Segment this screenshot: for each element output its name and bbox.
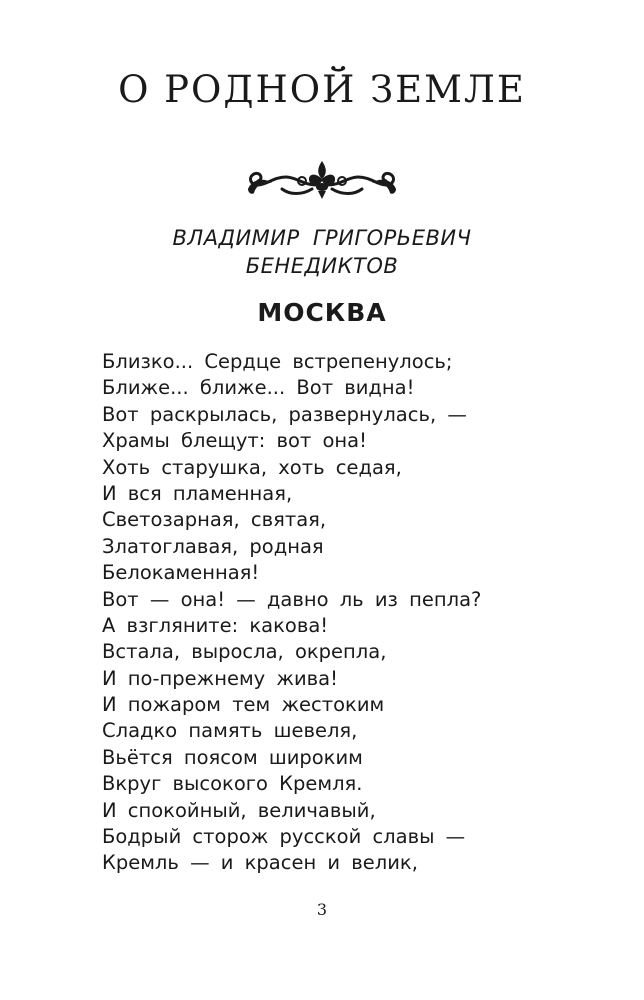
poem-line: Близко... Сердце встрепенулось;	[102, 350, 453, 373]
poem-line: Бодрый сторож русской славы —	[102, 825, 466, 849]
poem-line: Вот — она! — давно ль из пепла?	[102, 587, 482, 611]
poem-line: Вот раскрылась, развернулась, —	[102, 402, 467, 426]
poem-line: И спокойный, величавый,	[102, 798, 376, 822]
decorative-flourish-icon	[246, 155, 398, 201]
poem-line: И вся пламенная,	[102, 481, 293, 505]
poem-line: Храмы блещут: вот она!	[102, 429, 367, 453]
section-title: О РОДНОЙ ЗЕМЛЕ	[118, 68, 526, 111]
poem-line: Вкруг высокого Кремля.	[102, 772, 363, 796]
poem-line: И пожаром тем жестоким	[102, 693, 385, 717]
poem-line: Вьётся поясом широким	[102, 745, 363, 769]
page-number: 3	[316, 900, 328, 919]
poem-line: Белокаменная!	[102, 561, 260, 585]
poem-line: Сладко память шевеля,	[102, 719, 358, 743]
poem-line: А взгляните: какова!	[102, 613, 329, 637]
author-name-line: ВЛАДИМИР ГРИГОРЬЕВИЧ	[172, 226, 472, 250]
author-name	[0, 224, 644, 280]
poem-line: Встала, выросла, окрепла,	[102, 640, 387, 664]
poem-title: МОСКВА	[257, 298, 387, 327]
poem-line: Кремль — и красен и велик,	[102, 851, 418, 875]
poem-line: Златоглавая, родная	[102, 534, 324, 558]
poem-line: Светозарная, святая,	[102, 508, 327, 532]
poem-line: И по-прежнему жива!	[102, 666, 338, 690]
poem-line: Ближе... ближе... Вот видна!	[102, 376, 415, 400]
poem-text	[102, 349, 572, 877]
author-name-line: БЕНЕДИКТОВ	[245, 254, 399, 278]
poem-line: Хоть старушка, хоть седая,	[102, 455, 402, 479]
